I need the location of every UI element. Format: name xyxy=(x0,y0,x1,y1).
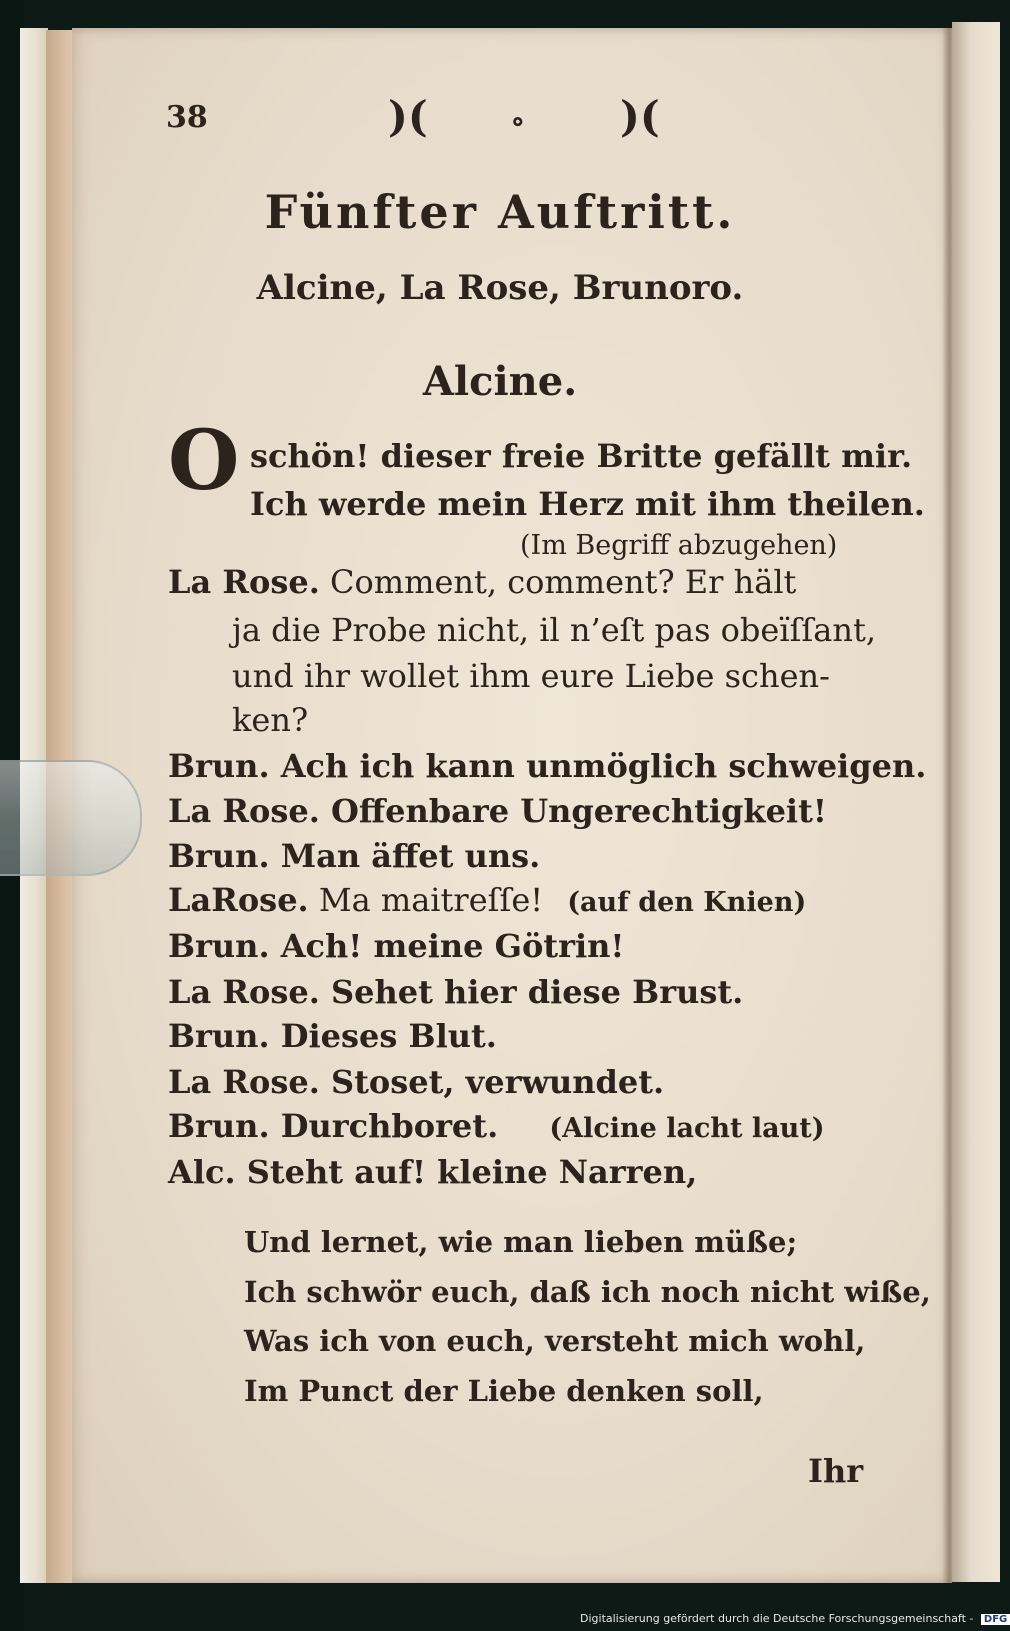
speaker-name: Brun. xyxy=(168,927,270,965)
line-text: Ach ich kann unmöglich schweigen. xyxy=(280,747,927,785)
dialogue-line: schön! dieser freie Britte gefällt mir. xyxy=(250,437,913,475)
dialogue-line xyxy=(168,837,541,875)
dialogue-line xyxy=(168,973,744,1011)
speaker-name: Alc. xyxy=(168,1153,236,1191)
dialogue-line: und ihr wollet ihm eure Liebe schen- xyxy=(232,657,830,695)
dialogue-line: Ich werde mein Herz mit ihm theilen. xyxy=(250,485,925,523)
dialogue-line xyxy=(168,881,807,919)
dialogue-line: ken? xyxy=(232,701,309,739)
line-text: Durchboret. xyxy=(280,1107,499,1145)
verse-line: Ich schwör euch, daß ich noch nicht wiße, xyxy=(244,1275,931,1309)
credit-text: Digitalisierung gefördert durch die Deutsche Forschungsgemeinschaft - xyxy=(580,1612,974,1625)
catchword: Ihr xyxy=(808,1452,864,1490)
dialogue-line xyxy=(168,747,927,785)
stage-direction: (Alcine lacht laut) xyxy=(549,1113,825,1144)
page-clip xyxy=(0,760,142,876)
speaker-name: La Rose. xyxy=(168,563,320,601)
digitization-credit xyxy=(580,1612,1010,1628)
speaker-name: Brun. xyxy=(168,1107,270,1145)
dialogue-line xyxy=(168,927,625,965)
dialogue-line xyxy=(168,792,827,830)
line-text: Ma maitreſſe! xyxy=(318,881,544,919)
header-ornament-left: )( xyxy=(388,92,428,141)
line-text: Steht auf! kleine Narren, xyxy=(246,1153,698,1191)
line-text: Sehet hier diese Brust. xyxy=(330,973,744,1011)
dialogue-line: ja die Probe nicht, il n’eſt pas obeïſſant, xyxy=(232,611,876,649)
dialogue-line xyxy=(168,1107,825,1145)
line-text: Dieses Blut. xyxy=(280,1017,497,1055)
page-number: 38 xyxy=(166,100,208,135)
header-ornament-center: ∘ xyxy=(510,104,526,139)
speaker-name: Brun. xyxy=(168,1017,270,1055)
dfg-logo: DFG xyxy=(981,1614,1010,1625)
scene-cast: Alcine, La Rose, Brunoro. xyxy=(256,268,744,308)
speaker-name: Brun. xyxy=(168,837,270,875)
dialogue-line xyxy=(168,563,797,601)
dialogue-line xyxy=(168,1063,665,1101)
stage-direction: (auf den Knien) xyxy=(567,887,807,918)
dialogue-line xyxy=(168,1017,497,1055)
speaker-name: La Rose. xyxy=(168,973,320,1011)
speaker-name: La Rose. xyxy=(168,1063,320,1101)
speaker-heading: Alcine. xyxy=(422,358,578,405)
facing-page-edge xyxy=(952,22,1000,1582)
line-text: Offenbare Ungerechtigkeit! xyxy=(330,792,827,830)
line-text: Stoset, verwundet. xyxy=(330,1063,665,1101)
header-ornament-right: )( xyxy=(620,92,660,141)
verse-line: Was ich von euch, versteht mich wohl, xyxy=(244,1324,866,1358)
dialogue-line xyxy=(168,1153,698,1191)
stage-direction: (Im Begriff abzugehen) xyxy=(520,530,838,561)
speaker-name: La Rose. xyxy=(168,792,320,830)
verse-line: Im Punct der Liebe denken soll, xyxy=(244,1374,764,1408)
speaker-name: LaRose. xyxy=(168,881,309,919)
line-text: Comment, comment? Er hält xyxy=(330,563,797,601)
scene-title: Fünfter Auftritt. xyxy=(264,185,736,239)
speaker-name: Brun. xyxy=(168,747,270,785)
line-text: Man äffet uns. xyxy=(280,837,541,875)
verse-line: Und lernet, wie man lieben müße; xyxy=(244,1225,798,1259)
drop-cap: O xyxy=(168,413,240,509)
line-text: Ach! meine Götrin! xyxy=(280,927,625,965)
